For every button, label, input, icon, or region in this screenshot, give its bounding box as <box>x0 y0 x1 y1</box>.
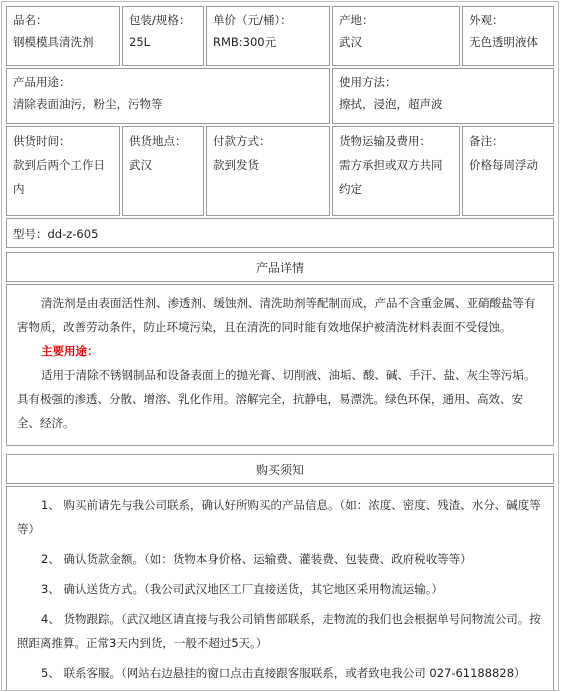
model-number: 型号：dd-z-605 <box>13 227 99 241</box>
supply-place-value: 武汉 <box>129 158 152 172</box>
price-cell <box>206 6 330 66</box>
purchase-body <box>6 486 554 691</box>
method-value: 擦拭，浸泡，超声波 <box>339 97 443 111</box>
shipping-cell <box>332 126 460 216</box>
method-label: 使用方法： <box>339 75 397 89</box>
origin-value: 武汉 <box>339 35 362 49</box>
payment-value: 款到发货 <box>213 158 259 172</box>
details-title <box>6 252 554 282</box>
main-use-text: 适用于清除不锈钢制品和设备表面上的抛光膏、切削液、油垢、酸、碱、手汗、盐、灰尘等污垢。具有极强的渗透、分散、增溶、乳化作用。溶解完全，抗静电，易漂洗。绿色环保，通用、高效、安全、经济。 <box>17 368 536 430</box>
origin-cell <box>332 6 460 66</box>
remark-cell <box>462 126 554 216</box>
look-cell <box>462 6 554 66</box>
purchase-item-5: 5、 联系客服。（网站右边悬挂的窗口点击直接跟客服联系，或者致电我公司 027-61188828） <box>41 666 526 680</box>
details-intro: 清洗剂是由表面活性剂、渗透剂、缓蚀剂、清洗助剂等配制而成，产品不含重金属、亚硝酸盐等有害物质，改善劳动条件，防止环境污染，且在清洗的同时能有效地保护被清洗材料表面不受侵蚀。 <box>17 296 536 334</box>
spec-value: 25L <box>129 35 151 49</box>
model-cell <box>6 218 554 248</box>
details-title-text: 产品详情 <box>255 261 304 275</box>
payment-label: 付款方式： <box>213 134 271 148</box>
method-cell <box>332 68 554 124</box>
supply-time-value: 款到后两个工作日内 <box>13 158 105 196</box>
spec-label: 包装/规格： <box>129 13 191 27</box>
purchase-item-1: 1、 购买前请先与我公司联系，确认好所购买的产品信息。（如：浓度、密度、残渣、水分、碱度等等） <box>17 498 541 536</box>
remark-value: 价格每周浮动 <box>469 158 538 172</box>
supply-time-cell <box>6 126 120 216</box>
spec-cell <box>122 6 204 66</box>
origin-label: 产地： <box>339 13 374 27</box>
name-label: 品名： <box>13 13 48 27</box>
product-info-table <box>1 1 559 691</box>
use-value: 清除表面油污，粉尘，污物等 <box>13 97 163 111</box>
main-use-label: 主要用途： <box>41 344 99 358</box>
price-value: RMB:300元 <box>213 35 277 49</box>
supply-place-cell <box>122 126 204 216</box>
shipping-value: 需方承担或双方共同约定 <box>339 158 443 196</box>
look-value: 无色透明液体 <box>469 35 538 49</box>
name-cell <box>6 6 120 66</box>
purchase-item-3: 3、 确认送货方式。（我公司武汉地区工厂直接送货，其它地区采用物流运输。） <box>41 582 443 596</box>
purchase-item-4: 4、 货物跟踪。（武汉地区请直接与我公司销售部联系，走物流的我们也会根据单号问物流公司。按照距离推算。正常3天内到货，一般不超过5天。） <box>17 612 541 650</box>
purchase-title-text: 购买须知 <box>255 463 304 477</box>
remark-label: 备注： <box>469 134 504 148</box>
payment-cell <box>206 126 330 216</box>
use-cell <box>6 68 330 124</box>
shipping-label: 货物运输及费用： <box>339 134 431 148</box>
look-label: 外观： <box>469 13 504 27</box>
supply-time-label: 供货时间： <box>13 134 71 148</box>
supply-place-label: 供货地点： <box>129 134 187 148</box>
use-label: 产品用途： <box>13 75 71 89</box>
details-body <box>6 284 554 446</box>
purchase-item-2: 2、 确认货款金额。（如：货物本身价格、运输费、灌装费、包装费、政府税收等等） <box>41 552 472 566</box>
name-value: 钢模模具清洗剂 <box>13 35 94 49</box>
purchase-title <box>6 454 554 484</box>
price-label: 单价（元/桶）： <box>213 13 292 27</box>
